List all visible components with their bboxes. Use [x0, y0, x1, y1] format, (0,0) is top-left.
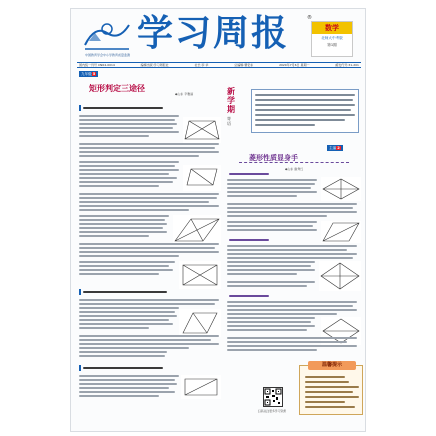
- tips-title: 温馨提示: [308, 361, 356, 370]
- left-article-header: [79, 79, 223, 101]
- edition-badge: [311, 21, 353, 57]
- new-semester-heading: [227, 87, 247, 151]
- left-article-author: ◆山东 辛雅丽: [175, 92, 194, 96]
- info-item: 国内统一刊号 CN64-0014: [79, 63, 115, 67]
- logo-caption: 中国教育学会中小学教育质量监测: [85, 53, 131, 57]
- right-article-title: 菱形性质显身手: [249, 153, 298, 162]
- geometry-figure: [179, 309, 221, 337]
- newspaper-page: [70, 8, 366, 432]
- info-item: 总编辑:曹宏东: [234, 63, 254, 67]
- new-semester-title: 新学期: [227, 86, 235, 114]
- registered-mark: ®: [307, 15, 312, 21]
- newspaper-title: 学习周报: [137, 12, 290, 54]
- geometry-figure: [173, 215, 221, 245]
- rhombus-figure: [321, 221, 361, 243]
- geometry-figure: [183, 117, 221, 143]
- info-item: 编辑出版:学习周报社: [140, 63, 169, 67]
- qr-code: [263, 387, 283, 407]
- geometry-figure: [179, 261, 221, 289]
- tips-box: [299, 362, 363, 415]
- badge-subject: 数学: [312, 22, 352, 34]
- masthead: [71, 9, 366, 61]
- qr-caption: 扫码关注更多学习资源: [258, 409, 286, 413]
- left-article-body: [79, 103, 223, 403]
- info-item: 邮发代号:31-201: [335, 63, 359, 67]
- geometry-figure: [181, 375, 221, 399]
- rhombus-figure: [321, 177, 361, 201]
- right-page-tag: 主编2: [327, 145, 343, 151]
- right-article-author: ◆山东 谢秀红: [285, 167, 304, 171]
- rhombus-figure: [319, 261, 361, 291]
- info-item: 社长:李 华: [194, 63, 209, 67]
- newspaper-logo-icon: [81, 19, 133, 53]
- publication-info-bar: [77, 62, 361, 68]
- page-tag: 九年级5: [79, 71, 98, 77]
- badge-issue: 第1期: [327, 43, 337, 47]
- badge-edition: 北师大中考版: [321, 36, 343, 40]
- geometry-figure: [183, 165, 221, 191]
- info-item: 2020年7月6日 星期一: [279, 63, 310, 67]
- new-semester-message-box: [251, 89, 359, 133]
- new-semester-subtitle: 寄语: [227, 116, 231, 126]
- right-article-body: [227, 161, 361, 361]
- left-article-title: 矩形判定三途径: [89, 83, 145, 93]
